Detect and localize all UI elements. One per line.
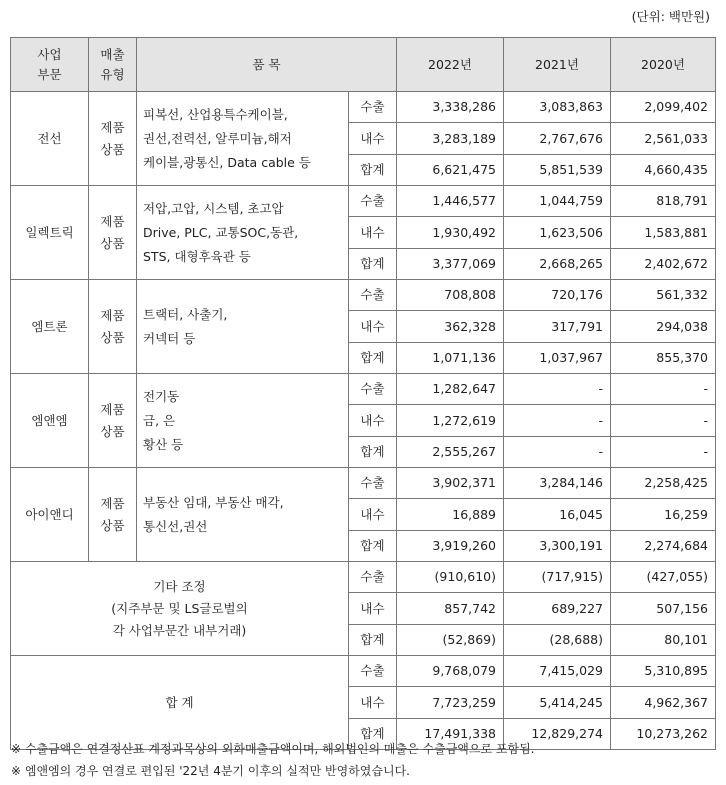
kind-label: 합계	[349, 155, 397, 186]
table-row	[11, 186, 716, 217]
text-line: 권선,전력선, 알루미늄,해저	[143, 130, 292, 146]
value-cell: 6,621,475	[397, 155, 504, 186]
value-cell: 10,273,262	[611, 719, 716, 750]
kind-label: 수출	[349, 186, 397, 217]
value-cell: 2,274,684	[611, 531, 716, 562]
kind-label: 합계	[349, 719, 397, 750]
item-list	[137, 468, 349, 562]
segment-name: 엠앤엠	[11, 374, 89, 468]
value-cell: 1,071,136	[397, 343, 504, 374]
table-row	[11, 656, 716, 687]
kind-label: 수출	[349, 656, 397, 687]
text-line: 전기동	[143, 388, 180, 404]
value-cell: 855,370	[611, 343, 716, 374]
text-line: 통신선,권선	[143, 518, 208, 534]
value-cell: (52,869)	[397, 625, 504, 656]
kind-label: 내수	[349, 405, 397, 437]
value-cell: 507,156	[611, 593, 716, 625]
value-cell: 1,446,577	[397, 186, 504, 217]
value-cell: 1,037,967	[504, 343, 611, 374]
value-cell: -	[504, 405, 611, 437]
segment-name: 일렉트릭	[11, 186, 89, 280]
sales-type	[89, 280, 137, 374]
value-cell: 1,044,759	[504, 186, 611, 217]
text-line: 커넥터 등	[143, 330, 196, 346]
text-line: 트랙터, 사출기,	[143, 306, 228, 322]
value-cell: 7,415,029	[504, 656, 611, 687]
value-cell: 2,555,267	[397, 437, 504, 468]
value-cell: 4,660,435	[611, 155, 716, 186]
table-row	[11, 468, 716, 499]
text-line: 금, 은	[143, 412, 176, 428]
value-cell: 362,328	[397, 311, 504, 343]
value-cell: 1,583,881	[611, 217, 716, 249]
value-cell: 7,723,259	[397, 687, 504, 719]
header-item: 품 목	[137, 38, 397, 92]
kind-label: 내수	[349, 311, 397, 343]
sales-type-line: 상품	[100, 329, 125, 345]
value-cell: 3,919,260	[397, 531, 504, 562]
value-cell: 1,282,647	[397, 374, 504, 405]
segment-name: 전선	[11, 92, 89, 186]
value-cell: 80,101	[611, 625, 716, 656]
header-segment: 사업 부문	[11, 38, 89, 92]
value-cell: -	[504, 374, 611, 405]
value-cell: 689,227	[504, 593, 611, 625]
sales-type-line: 상품	[100, 141, 125, 157]
kind-label: 합계	[349, 625, 397, 656]
text-line: STS, 대형후육관 등	[143, 248, 251, 264]
value-cell: 16,259	[611, 499, 716, 531]
value-cell: -	[611, 437, 716, 468]
sales-type-line: 제품	[100, 213, 125, 229]
value-cell: 2,099,402	[611, 92, 716, 123]
kind-label: 수출	[349, 374, 397, 405]
text-line: Drive, PLC, 교통SOC,동관,	[143, 224, 299, 240]
footnote-mnm: ※ 엠앤엠의 경우 연결로 편입된 '22년 4분기 이후의 실적만 반영하였습니다.	[11, 764, 410, 778]
value-cell: 561,332	[611, 280, 716, 311]
value-cell: 2,668,265	[504, 249, 611, 280]
value-cell: 4,962,367	[611, 687, 716, 719]
table-row	[11, 280, 716, 311]
text-line: 케이블,광통신, Data cable 등	[143, 154, 311, 170]
kind-label: 내수	[349, 499, 397, 531]
value-cell: 5,414,245	[504, 687, 611, 719]
sales-type-line: 제품	[100, 401, 125, 417]
value-cell: 3,902,371	[397, 468, 504, 499]
value-cell: 3,377,069	[397, 249, 504, 280]
value-cell: 17,491,338	[397, 719, 504, 750]
other-adjustment-label	[11, 562, 349, 656]
value-cell: 857,742	[397, 593, 504, 625]
kind-label: 내수	[349, 123, 397, 155]
value-cell: 708,808	[397, 280, 504, 311]
text-line: 부동산 임대, 부동산 매각,	[143, 494, 284, 510]
header-2022: 2022년	[397, 38, 504, 92]
text-line: 피복선, 산업용특수케이블,	[143, 106, 288, 122]
value-cell: 3,300,191	[504, 531, 611, 562]
text-line: 각 사업부문간 내부거래)	[112, 622, 247, 638]
segment-name: 아이앤디	[11, 468, 89, 562]
value-cell: 3,284,146	[504, 468, 611, 499]
sales-type-line: 제품	[100, 119, 125, 135]
segment-name: 엠트론	[11, 280, 89, 374]
kind-label: 합계	[349, 531, 397, 562]
value-cell: 2,402,672	[611, 249, 716, 280]
value-cell: 5,851,539	[504, 155, 611, 186]
sales-type-line: 상품	[100, 517, 125, 533]
value-cell: -	[611, 374, 716, 405]
header-row	[11, 38, 716, 92]
value-cell: (28,688)	[504, 625, 611, 656]
kind-label: 수출	[349, 92, 397, 123]
table-row	[11, 374, 716, 405]
header-2020: 2020년	[611, 38, 716, 92]
sales-type	[89, 468, 137, 562]
text-line: 저압,고압, 시스템, 초고압	[143, 200, 284, 216]
text-line: 기타 조정	[153, 578, 206, 594]
kind-label: 내수	[349, 217, 397, 249]
value-cell: 317,791	[504, 311, 611, 343]
text-line: 황산 등	[143, 436, 184, 452]
footnote-export: ※ 수출금액은 연결정산표 계정과목상의 외화매출금액이며, 해외법인의 매출은 수출금액으로 포함됨.	[11, 742, 535, 756]
header-type: 매출 유형	[89, 38, 137, 92]
value-cell: 1,930,492	[397, 217, 504, 249]
value-cell: (427,055)	[611, 562, 716, 593]
kind-label: 수출	[349, 562, 397, 593]
sales-type	[89, 92, 137, 186]
value-cell: 720,176	[504, 280, 611, 311]
item-list	[137, 92, 349, 186]
kind-label: 내수	[349, 593, 397, 625]
kind-label: 내수	[349, 687, 397, 719]
value-cell: 5,310,895	[611, 656, 716, 687]
item-list	[137, 186, 349, 280]
value-cell: 3,338,286	[397, 92, 504, 123]
text-line: (지주부문 및 LS글로벌의	[111, 600, 248, 616]
sales-type-line: 제품	[100, 495, 125, 511]
value-cell: 1,272,619	[397, 405, 504, 437]
value-cell: 818,791	[611, 186, 716, 217]
value-cell: 16,045	[504, 499, 611, 531]
unit-label: (단위: 백만원)	[631, 9, 710, 24]
value-cell: 12,829,274	[504, 719, 611, 750]
value-cell: 16,889	[397, 499, 504, 531]
sales-table	[10, 37, 716, 750]
value-cell: (910,610)	[397, 562, 504, 593]
value-cell: 1,623,506	[504, 217, 611, 249]
value-cell: -	[504, 437, 611, 468]
sales-type-line: 상품	[100, 235, 125, 251]
value-cell: (717,915)	[504, 562, 611, 593]
value-cell: 2,767,676	[504, 123, 611, 155]
value-cell: 3,083,863	[504, 92, 611, 123]
table-row	[11, 92, 716, 123]
sales-type	[89, 186, 137, 280]
value-cell: 294,038	[611, 311, 716, 343]
sales-type-line: 제품	[100, 307, 125, 323]
grand-total-label: 합 계	[11, 656, 349, 750]
value-cell: 2,561,033	[611, 123, 716, 155]
value-cell: 2,258,425	[611, 468, 716, 499]
value-cell: 3,283,189	[397, 123, 504, 155]
sales-type	[89, 374, 137, 468]
kind-label: 합계	[349, 437, 397, 468]
item-list	[137, 374, 349, 468]
kind-label: 수출	[349, 280, 397, 311]
kind-label: 수출	[349, 468, 397, 499]
value-cell: -	[611, 405, 716, 437]
table-row	[11, 562, 716, 593]
kind-label: 합계	[349, 249, 397, 280]
sales-type-line: 상품	[100, 423, 125, 439]
kind-label: 합계	[349, 343, 397, 374]
item-list	[137, 280, 349, 374]
value-cell: 9,768,079	[397, 656, 504, 687]
header-2021: 2021년	[504, 38, 611, 92]
